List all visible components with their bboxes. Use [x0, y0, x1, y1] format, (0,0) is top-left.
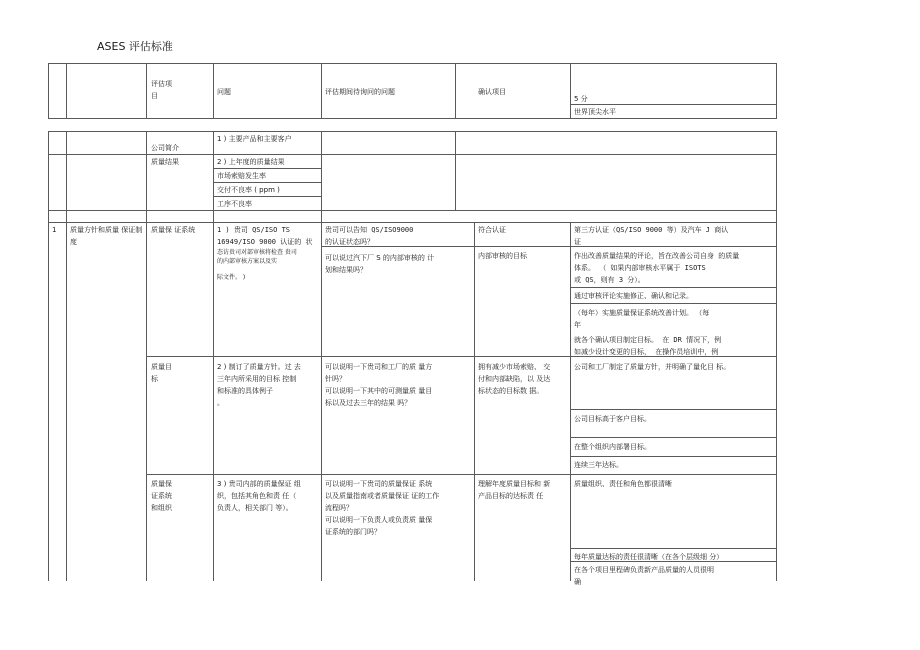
company-profile-label: 公司简介 — [151, 144, 179, 152]
table-border — [455, 131, 456, 211]
table-border — [776, 63, 777, 119]
table-border — [48, 154, 776, 155]
table-border — [213, 63, 214, 119]
org-score: 质量组织、责任和角色都很清晰 — [574, 480, 672, 488]
goals-followup: 可以说明一下贵司和工厂的质 量方 针吗？ 可以说明一下其中的可测量质 量目 标以及过去三年的结果 吗？ — [325, 363, 433, 407]
table-border — [474, 222, 475, 581]
table-border — [570, 303, 776, 304]
header-confirm: 确认项目 — [478, 88, 506, 96]
qas-score: （每年）实施质量保证系统改善计划。 （每 年 — [574, 309, 710, 329]
table-border — [48, 131, 776, 132]
org-score: 在各个项目里程碑负责新产品质量的人员很明 确 — [574, 566, 714, 586]
table-border — [66, 63, 67, 119]
qas-question-note: 际文件。 ) — [217, 274, 246, 281]
qas-score: 第三方认证（QS/ISO 9000 等）及汽车 J 商认 证 — [574, 226, 729, 246]
table-border — [570, 287, 776, 288]
table-border — [146, 63, 147, 119]
org-question: 3 ) 贵司内部的质量保证 组 织，包括其角色和责 任（ 负责人，相关部门 等）。 — [217, 480, 301, 512]
table-border — [213, 131, 214, 581]
org-confirm: 理解年度质量目标和 新 产品目标的达标责 任 — [478, 480, 551, 500]
quality-results-item: 市场索赔发生率 — [217, 172, 266, 180]
section-name: 质量方针和质量 保证制度 — [70, 226, 143, 246]
qas-confirm: 内部审核的目标 — [478, 252, 527, 260]
qas-score: 通过审核评论实施修正、确认和记录。 — [574, 292, 693, 300]
org-followup: 可以说明一下贵司的质量保证 系统 以及质量指南或者质量保证 证的工作 流程吗？ 可以说明一下负责人或负责质 量保 证系统的部门吗？ — [325, 480, 440, 536]
table-border — [570, 548, 776, 549]
header-followup: 评估期间待询问的问题 — [325, 88, 395, 96]
qas-question-note: 态访贵司对部审核将检查 贵司 的内部审核方案以及实 — [217, 249, 297, 265]
table-border — [48, 63, 49, 119]
goals-score: 连续三年达标。 — [574, 461, 623, 469]
header-score-desc: 世界顶尖水平 — [574, 108, 616, 116]
quality-results-label: 质量结果 — [151, 158, 179, 166]
table-border — [146, 131, 147, 581]
table-border — [146, 474, 776, 475]
quality-results-item: 2 ) 上年度的质量结果 — [217, 158, 285, 166]
table-border — [570, 63, 571, 119]
company-question: 1 ) 主要产品和主要客户 — [217, 135, 292, 143]
qas-score: 就各个确认项目制定目标。 在 DR 情况下，例 如减少设计变更的目标， 在操作员培训中，例 — [574, 336, 722, 356]
header-item: 评估项 目 — [151, 80, 172, 100]
header-question: 问题 — [217, 88, 231, 96]
table-border — [48, 210, 776, 211]
table-border — [48, 118, 776, 119]
table-border — [570, 456, 776, 457]
quality-results-item: 工序不良率 — [217, 200, 252, 208]
qas-label: 质量保 证系统 — [151, 226, 196, 234]
table-border — [213, 168, 321, 169]
table-border — [48, 222, 776, 223]
qas-followup: 贵司可以告知 QS/ISO9000 的认证状态吗？ — [325, 226, 414, 246]
goals-score: 公司目标高于客户目标。 — [574, 415, 651, 423]
table-border — [321, 246, 776, 247]
table-border — [776, 131, 777, 581]
qas-followup: 可以说过汽下厂 S 的内部审核的 计 划和结果吗？ — [325, 254, 435, 274]
section-number: 1 — [52, 226, 57, 234]
goals-score: 公司和工厂制定了质量方针，并明确了量化目 标。 — [574, 363, 731, 371]
table-border — [66, 131, 67, 581]
table-border — [213, 182, 321, 183]
qas-confirm: 符合认证 — [478, 226, 506, 234]
header-score: 5 分 — [574, 95, 588, 103]
table-border — [570, 409, 776, 410]
table-border — [321, 63, 322, 119]
document-title: ASES 评估标准 — [97, 40, 173, 53]
table-border — [48, 131, 49, 581]
table-border — [570, 437, 776, 438]
quality-results-item: 交付不良率 ( ppm ) — [217, 186, 280, 194]
org-score: 每年质量达标的责任很清晰（在各个层级细 分） — [574, 553, 724, 561]
table-border — [455, 63, 456, 119]
qas-question: 1 ) 贵司 QS/ISO TS 16949/ISO 9000 认证的 状 — [217, 226, 313, 246]
qas-score: 作出改善质量结果的评论，旨在改善公司自身 的质量 体系。 （ 如果内部审核水平属于 ISOTS 或 QS，则有 3 分）。 — [574, 252, 740, 284]
goals-question: 2 ) 制订了质量方针。过 去 三年内所采用的目标 控制 和标准的具体例子 。 — [217, 363, 301, 407]
goals-confirm: 拥有减少市场索赔、 交 付和内部缺陷，以 及达 标状态的目标数 据。 — [478, 363, 551, 395]
table-border — [48, 63, 776, 64]
goals-score: 在整个组织内部署目标。 — [574, 443, 651, 451]
org-label: 质量保 证系统 和组织 — [151, 480, 172, 512]
table-border — [321, 131, 322, 581]
table-border — [570, 222, 571, 581]
table-border — [213, 196, 321, 197]
goals-label: 质量目 标 — [151, 363, 172, 383]
